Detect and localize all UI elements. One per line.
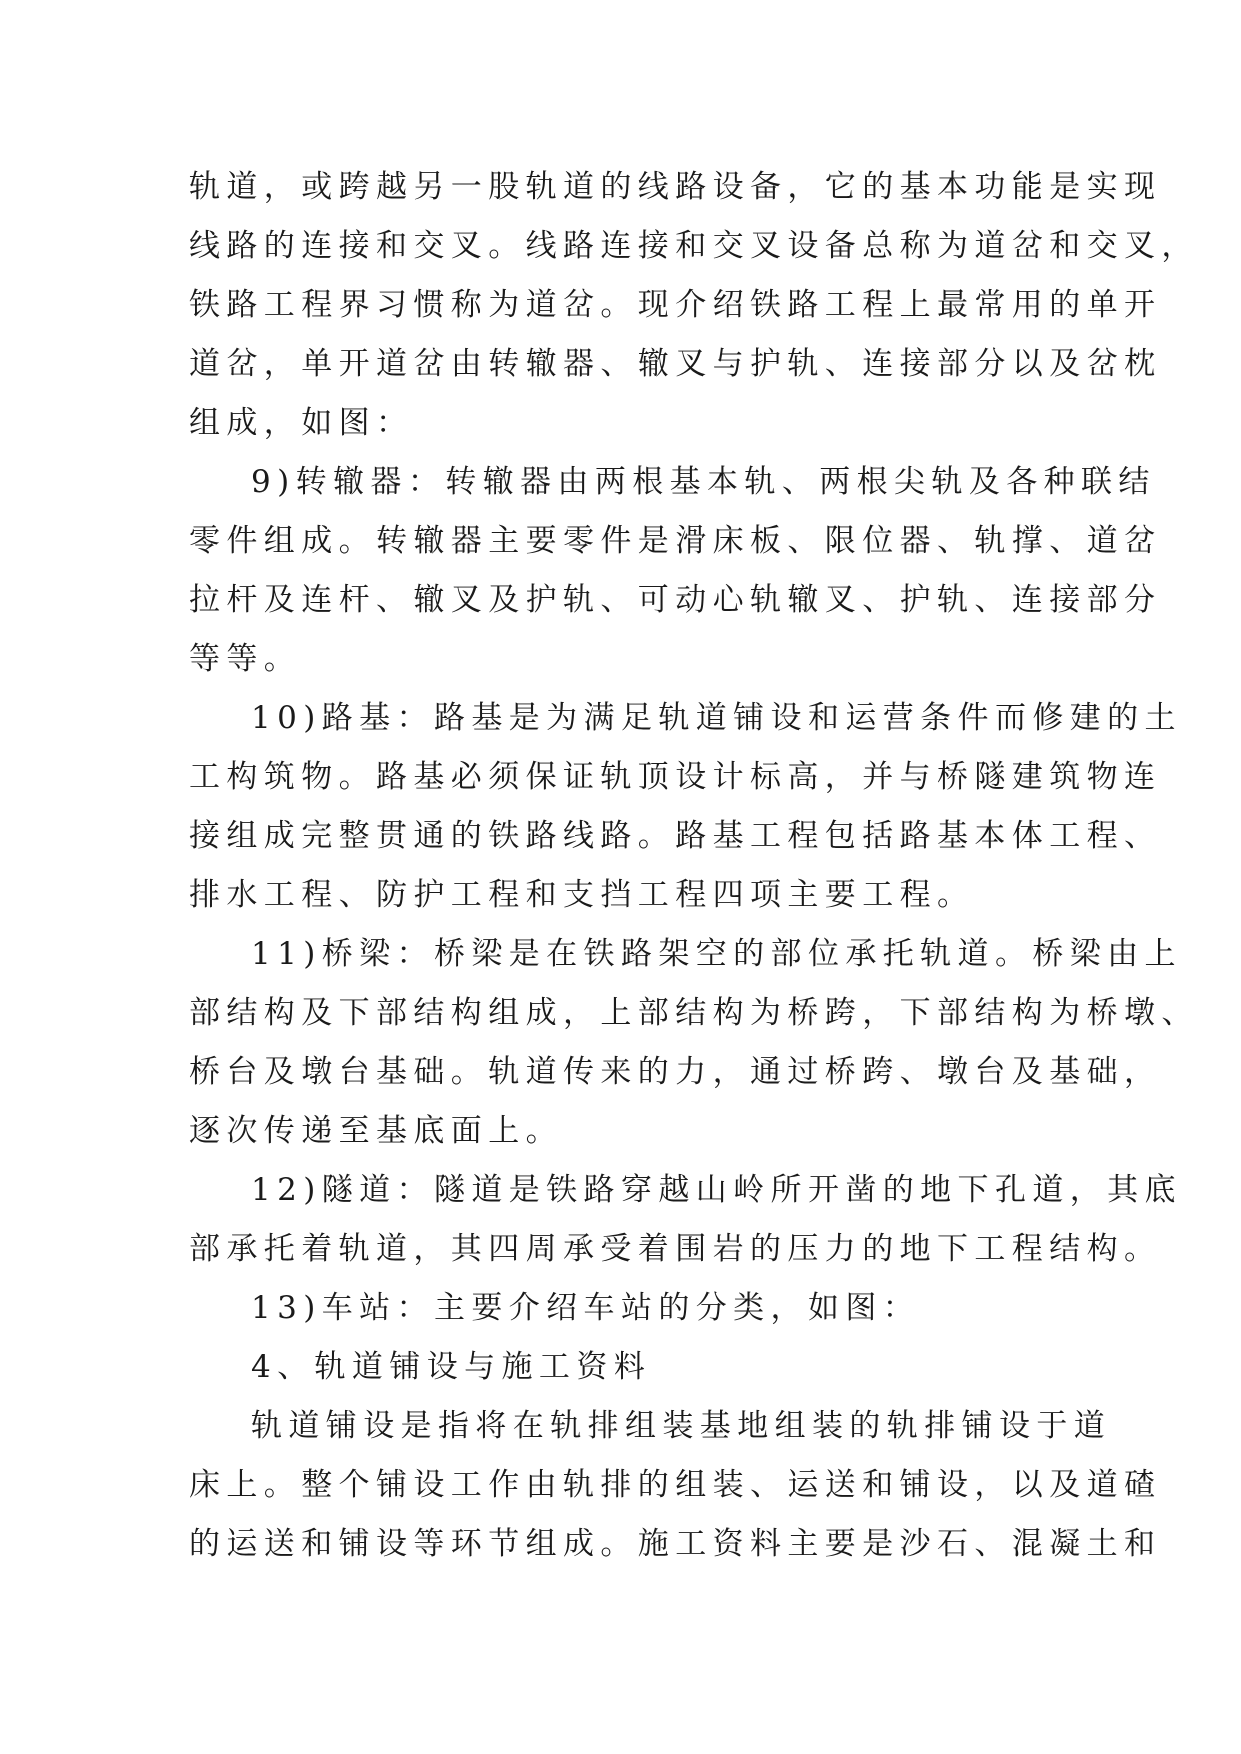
text-line: 12)隧道：隧道是铁路穿越山岭所开凿的地下孔道，其底 — [251, 1172, 1182, 1208]
text-line: 4、轨道铺设与施工资料 — [251, 1349, 652, 1385]
text-line: 道岔，单开道岔由转辙器、辙叉与护轨、连接部分以及岔枕 — [189, 346, 1162, 382]
text-line: 等等。 — [189, 641, 302, 677]
text-line: 轨道铺设是指将在轨排组装基地组装的轨排铺设于道 — [251, 1408, 1112, 1444]
text-line: 组成，如图： — [189, 405, 414, 441]
text-line: 桥台及墩台基础。轨道传来的力，通过桥跨、墩台及基础， — [189, 1054, 1162, 1090]
text-line: 10)路基：路基是为满足轨道铺设和运营条件而修建的土 — [251, 700, 1182, 736]
text-line: 工构筑物。路基必须保证轨顶设计标高，并与桥隧建筑物连 — [189, 759, 1162, 795]
text-line: 床上。整个铺设工作由轨排的组装、运送和铺设，以及道碴 — [189, 1467, 1162, 1503]
text-line: 线路的连接和交叉。线路连接和交叉设备总称为道岔和交叉， — [189, 228, 1199, 264]
text-line: 的运送和铺设等环节组成。施工资料主要是沙石、混凝土和 — [189, 1526, 1162, 1562]
text-line: 拉杆及连杆、辙叉及护轨、可动心轨辙叉、护轨、连接部分 — [189, 582, 1162, 618]
text-line: 排水工程、防护工程和支挡工程四项主要工程。 — [189, 877, 975, 913]
text-line: 零件组成。转辙器主要零件是滑床板、限位器、轨撑、道岔 — [189, 523, 1162, 559]
text-line: 轨道，或跨越另一股轨道的线路设备，它的基本功能是实现 — [189, 169, 1162, 205]
text-line: 铁路工程界习惯称为道岔。现介绍铁路工程上最常用的单开 — [189, 287, 1162, 323]
text-line: 11)桥梁：桥梁是在铁路架空的部位承托轨道。桥梁由上 — [251, 936, 1182, 972]
text-line: 13)车站：主要介绍车站的分类，如图： — [251, 1290, 921, 1326]
text-line: 部承托着轨道，其四周承受着围岩的压力的地下工程结构。 — [189, 1231, 1162, 1267]
text-line: 部结构及下部结构组成，上部结构为桥跨，下部结构为桥墩、 — [189, 995, 1199, 1031]
text-line: 接组成完整贯通的铁路线路。路基工程包括路基本体工程、 — [189, 818, 1162, 854]
body-text — [189, 158, 1199, 1574]
text-line: 9)转辙器：转辙器由两根基本轨、两根尖轨及各种联结 — [251, 464, 1156, 500]
text-line: 逐次传递至基底面上。 — [189, 1113, 563, 1149]
